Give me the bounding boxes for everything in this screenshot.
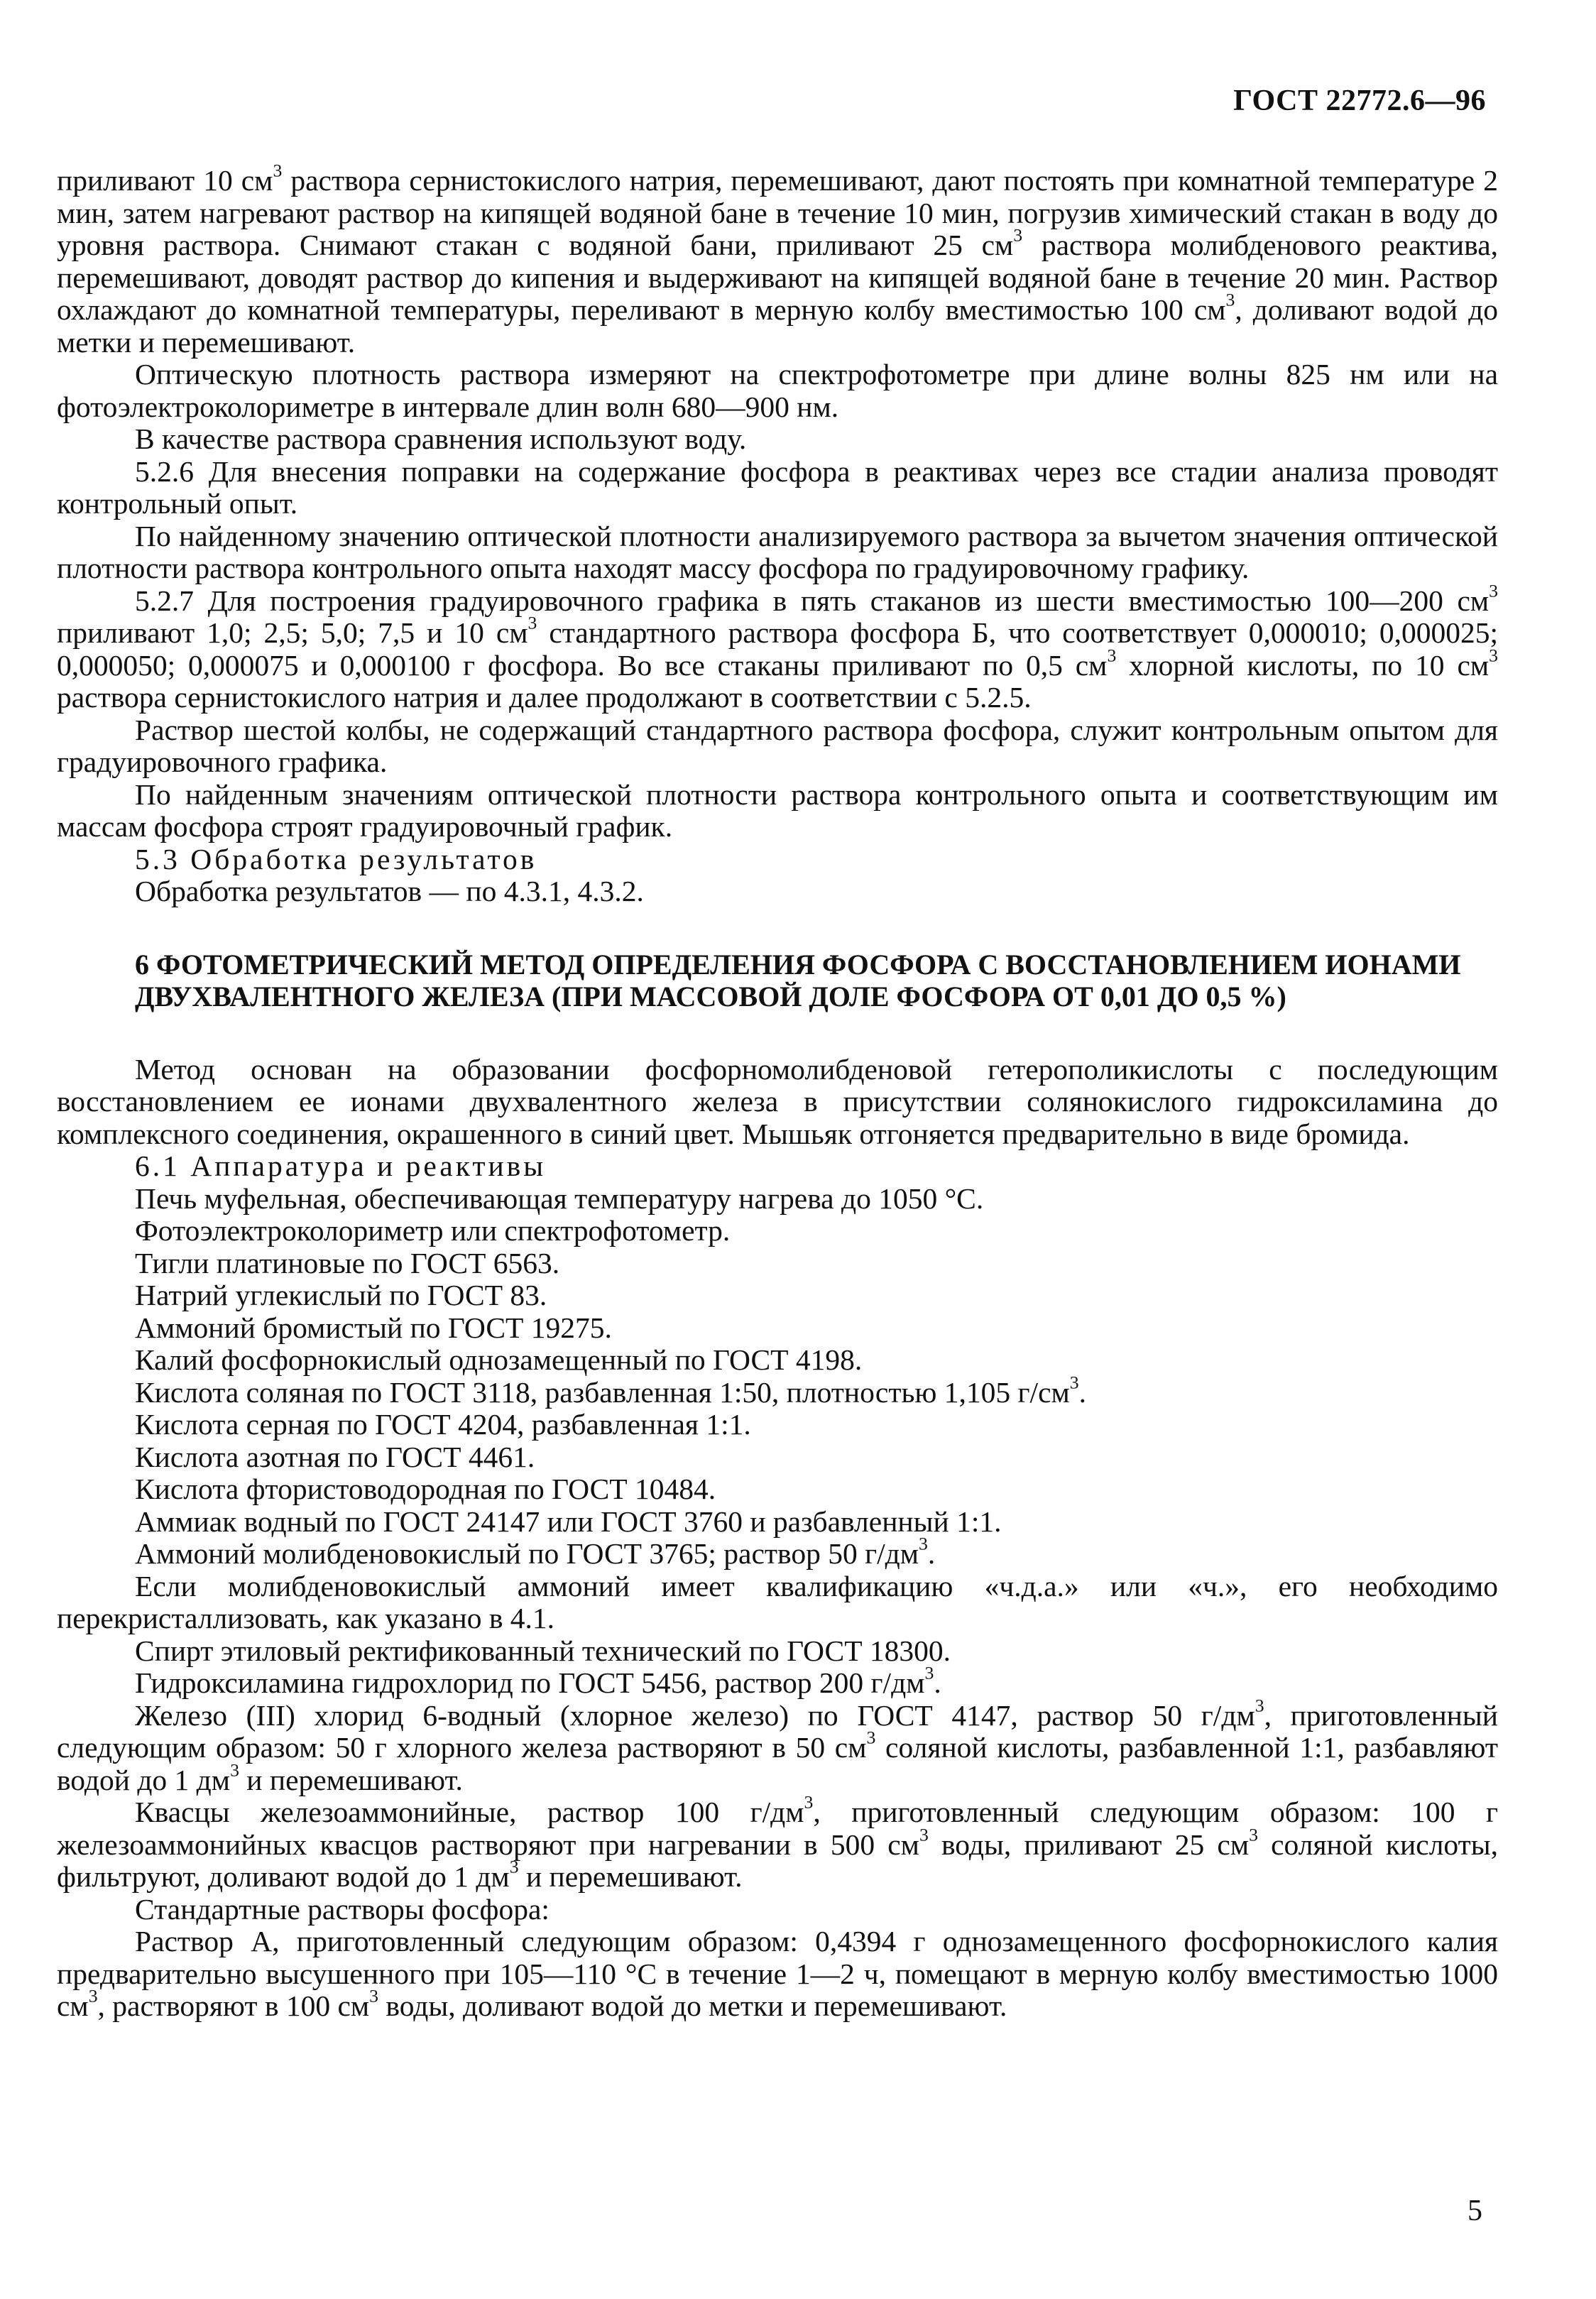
document-body: [57, 160, 1499, 2023]
paragraph: В качестве раствора сравнения используют воду.: [135, 422, 747, 455]
paragraph: 5.2.6 Для внесения поправки на содержание фосфора в реактивах через все стадии анализа проводят контрольный опыт.: [57, 454, 1498, 520]
paragraph: Кислота соляная по ГОСТ 3118, разбавленная 1:50, плотностью 1,105 $г/см^3$.: [135, 1372, 1086, 1409]
paragraph: Печь муфельная, обеспечивающая температуру нагрева до 1050 °С.: [135, 1181, 984, 1215]
paragraph: Оптическую плотность раствора измеряют на спектрофотометре при длине волны 825 нм или на фотоэлектроколориметре в интервале длин волн 680—900 нм.: [57, 358, 1498, 423]
paragraph: Кислота фтористоводородная по ГОСТ 10484.: [135, 1473, 716, 1505]
paragraph: Железо (III) хлорид 6-водный (хлорное железо) по ГОСТ 4147, раствор 50 $г/дм^3$, приготовленный следующим образом: 50 г хлорного железа растворяют в 50 $см^3$ соляной кислоты, разбавленной 1:1, разбавляют водой до 1 $дм^3$ и перемешивают.: [57, 1695, 1498, 1796]
paragraph: Если молибденовокислый аммоний имеет квалификацию «ч.д.а.» или «ч.», его необходимо перекристаллизовать, как указано в 4.1.: [57, 1569, 1498, 1634]
paragraph: приливают 10 $см^3$ раствора сернистокислого натрия, перемешивают, дают постоять при комнатной температуре 2 мин, затем нагревают раствор на кипящей водяной бане в течение 10 мин, погрузив химический стакан в воду до уровня раствора. Снимают стакан с водяной бани, приливают 25 $см^3$ раствора молибденового реактива, перемешивают, доводят раствор до кипения и выдерживают на кипящей водяной бане в течение 20 мин. Раствор охлаждают до комнатной температуры, переливают в мерную колбу вместимостью 100 $см^3$, доливают водой до метки и перемешивают.: [57, 160, 1499, 359]
paragraph: Раствор шестой колбы, не содержащий стандартного раствора фосфора, служит контрольным опытом для градуировочного графика.: [57, 713, 1498, 778]
paragraph: Кислота серная по ГОСТ 4204, разбавленная 1:1.: [135, 1408, 751, 1441]
document-header: ГОСТ 22772.6—96: [1233, 84, 1486, 117]
paragraph: 5.2.7 Для построения градуировочного графика в пять стаканов из шести вместимостью 100—200 $см^3$ приливают 1,0; 2,5; 5,0; 7,5 и 10 $см^3$ стандартного раствора фосфора Б, что соответствует 0,000010; 0,000025; 0,000050; 0,000075 и 0,000100 г фосфора. Во все стаканы приливают по 0,5 $см^3$ хлорной кислоты, по 10 $см^3$ раствора сернистокислого натрия и далее продолжают в соответствии с 5.2.5.: [57, 580, 1498, 714]
paragraph: Аммоний бромистый по ГОСТ 19275.: [135, 1311, 612, 1344]
paragraph: Метод основан на образовании фосфорномолибденовой гетерополикислоты с последующим восстановлением ее ионами двухвалентного железа в присутствии солянокислого гидроксиламина до комплексного соединения, окрашенного в синий цвет. Мышьяк отгоняется предварительно в виде бромида.: [57, 1052, 1498, 1150]
paragraph: Натрий углекислый по ГОСТ 83.: [135, 1279, 547, 1311]
subsection-heading: 6.1 Аппаратура и реактивы: [135, 1150, 547, 1182]
paragraph: Кислота азотная по ГОСТ 4461.: [135, 1440, 535, 1473]
paragraph: Аммиак водный по ГОСТ 24147 или ГОСТ 3760 и разбавленный 1:1.: [135, 1505, 1002, 1538]
paragraph: Квасцы железоаммонийные, раствор 100 $г/дм^3$, приготовленный следующим образом: 100 г железоаммонийных квасцов растворяют при нагревании в 500 $см^3$ воды, приливают 25 $см^3$ соляной кислоты, фильтруют, доливают водой до 1 $дм^3$ и перемешивают.: [57, 1791, 1498, 1893]
paragraph: Гидроксиламина гидрохлорид по ГОСТ 5456, раствор 200 $г/дм^3$.: [135, 1662, 941, 1699]
paragraph: Спирт этиловый ректификованный технический по ГОСТ 18300.: [135, 1634, 951, 1667]
paragraph: По найденным значениям оптической плотности раствора контрольного опыта и соответствующим им массам фосфора строят градуировочный график.: [57, 777, 1498, 843]
subsection-heading: 5.3 Обработка результатов: [135, 842, 537, 875]
page-number: 5: [1467, 2195, 1482, 2227]
section-heading: 6 ФОТОМЕТРИЧЕСКИЙ МЕТОД ОПРЕДЕЛЕНИЯ ФОСФОРА С ВОССТАНОВЛЕНИЕМ ИОНАМИ ДВУХВАЛЕНТНОГО ЖЕЛЕЗА (ПРИ МАССОВОЙ ДОЛЕ ФОСФОРА ОТ 0,01 ДО 0,5 %): [135, 948, 1461, 1012]
paragraph: Тигли платиновые по ГОСТ 6563.: [135, 1246, 560, 1279]
paragraph: Фотоэлектроколориметр или спектрофотометр.: [135, 1214, 731, 1247]
paragraph: Калий фосфорнокислый однозамещенный по ГОСТ 4198.: [135, 1343, 863, 1376]
paragraph: Раствор А, приготовленный следующим образом: 0,4394 г однозамещенного фосфорнокислого калия предварительно высушенного при 105—110 °С в течение 1—2 ч, помещают в мерную колбу вместимостью 1000 $см^3$, растворяют в 100 $см^3$ воды, доливают водой до метки и перемешивают.: [57, 1925, 1498, 2022]
paragraph: Аммоний молибденовокислый по ГОСТ 3765; раствор 50 $г/дм^3$.: [135, 1533, 936, 1570]
paragraph: По найденному значению оптической плотности анализируемого раствора за вычетом значения оптической плотности раствора контрольного опыта находят массу фосфора по градуировочному графику.: [57, 519, 1498, 584]
paragraph: Стандартные растворы фосфора:: [135, 1892, 550, 1926]
paragraph: Обработка результатов — по 4.3.1, 4.3.2.: [135, 875, 644, 907]
